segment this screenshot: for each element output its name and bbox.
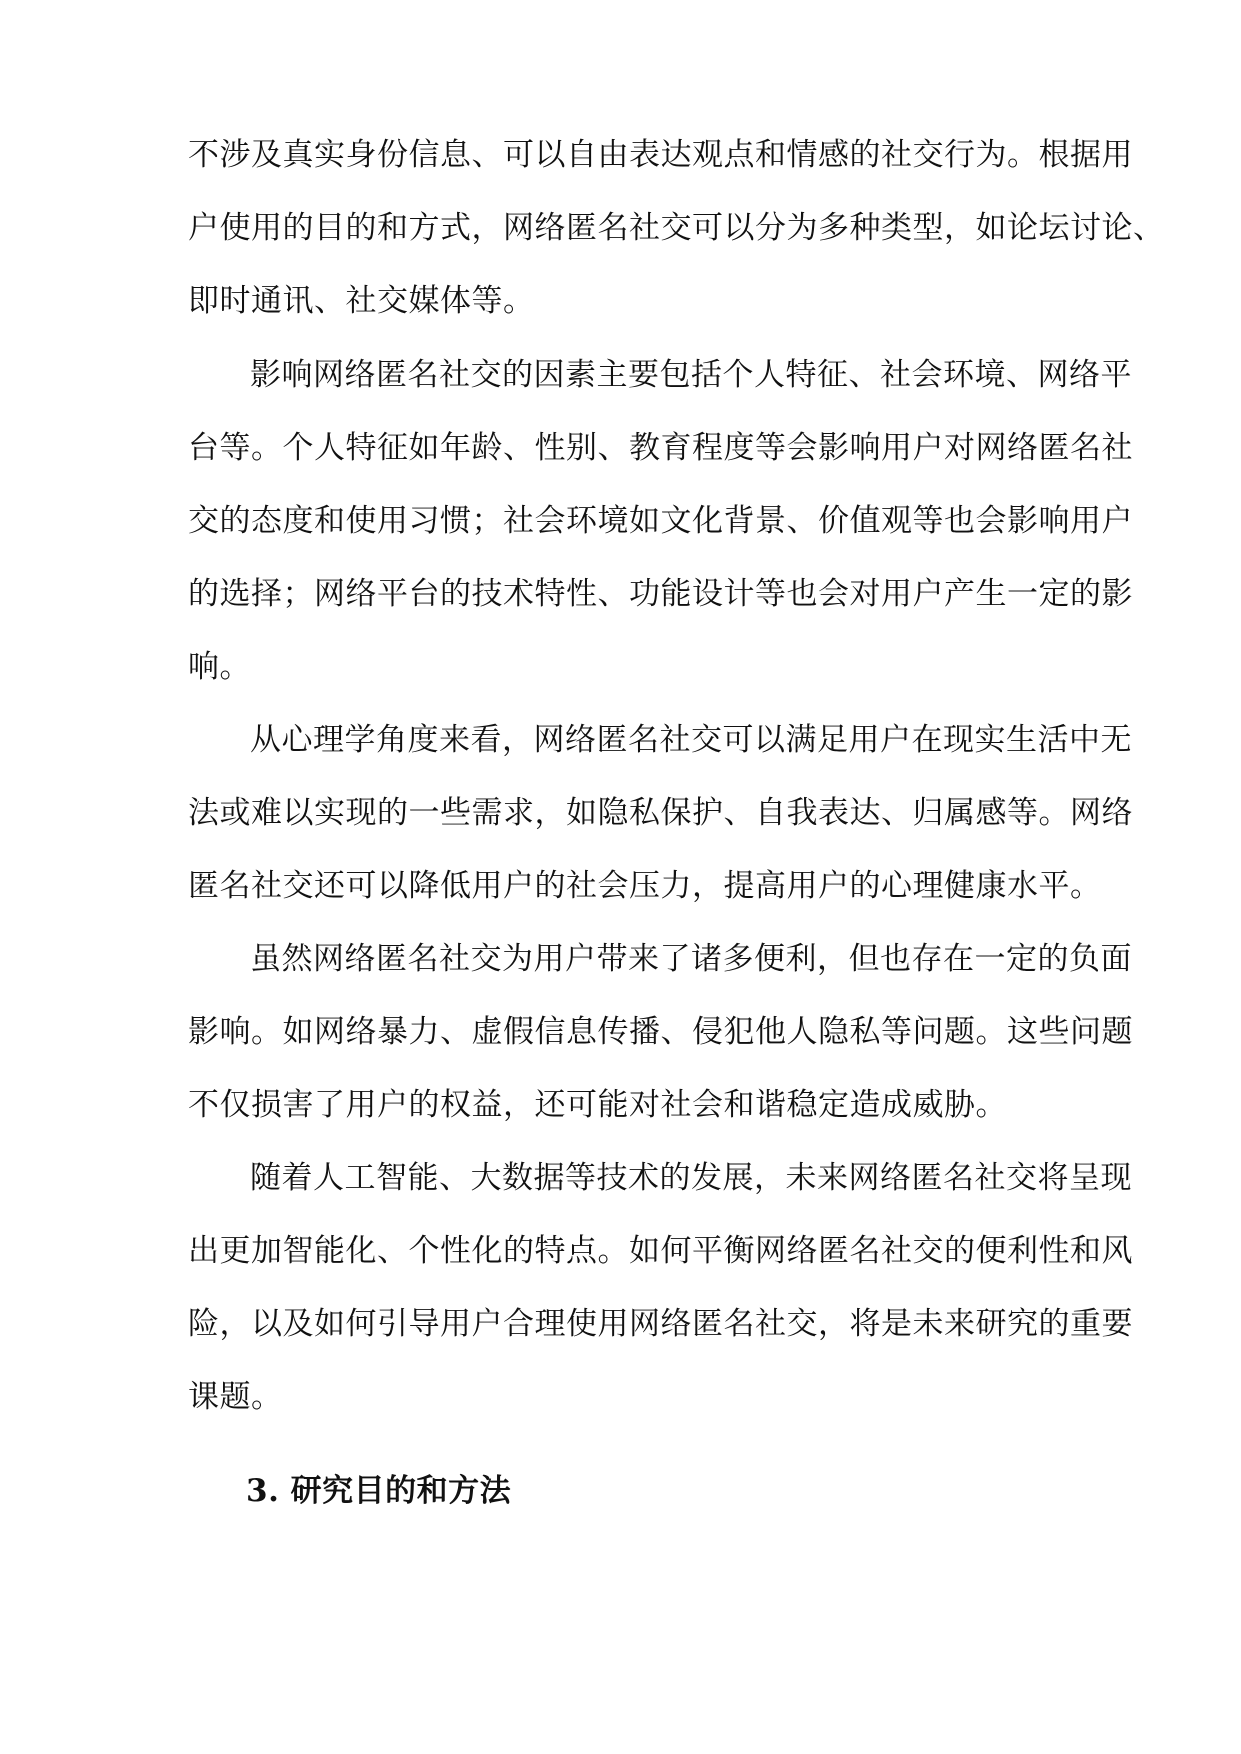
paragraph-line: 影响网络匿名社交的因素主要包括个人特征、社会环境、网络平	[250, 357, 1132, 393]
paragraph-line: 虽然网络匿名社交为用户带来了诸多便利，但也存在一定的负面	[250, 941, 1132, 977]
paragraph-line: 交的态度和使用习惯；社会环境如文化背景、价值观等也会影响用户	[188, 503, 1133, 539]
paragraph-line: 匿名社交还可以降低用户的社会压力，提高用户的心理健康水平。	[188, 868, 1102, 904]
paragraph-line: 不涉及真实身份信息、可以自由表达观点和情感的社交行为。根据用	[188, 137, 1133, 173]
paragraph-line: 法或难以实现的一些需求，如隐私保护、自我表达、归属感等。网络	[188, 795, 1133, 831]
paragraph-line: 户使用的目的和方式，网络匿名社交可以分为多种类型，如论坛讨论、	[188, 210, 1165, 246]
paragraph-line: 从心理学角度来看，网络匿名社交可以满足用户在现实生活中无	[250, 722, 1132, 758]
paragraph-line: 出更加智能化、个性化的特点。如何平衡网络匿名社交的便利性和风	[188, 1233, 1133, 1269]
paragraph-line: 台等。个人特征如年龄、性别、教育程度等会影响用户对网络匿名社	[188, 430, 1133, 466]
paragraph-line: 影响。如网络暴力、虚假信息传播、侵犯他人隐私等问题。这些问题	[188, 1014, 1133, 1050]
paragraph-line: 即时通讯、社交媒体等。	[188, 283, 535, 319]
section-heading: 3. 研究目的和方法	[246, 1473, 512, 1509]
paragraph-line: 响。	[188, 649, 251, 685]
paragraph-line: 随着人工智能、大数据等技术的发展，未来网络匿名社交将呈现	[250, 1160, 1132, 1196]
paragraph-line: 险，以及如何引导用户合理使用网络匿名社交，将是未来研究的重要	[188, 1306, 1133, 1342]
paragraph-line: 不仅损害了用户的权益，还可能对社会和谐稳定造成威胁。	[188, 1087, 1007, 1123]
paragraph-line: 课题。	[188, 1379, 283, 1415]
paragraph-line: 的选择；网络平台的技术特性、功能设计等也会对用户产生一定的影	[188, 576, 1133, 612]
